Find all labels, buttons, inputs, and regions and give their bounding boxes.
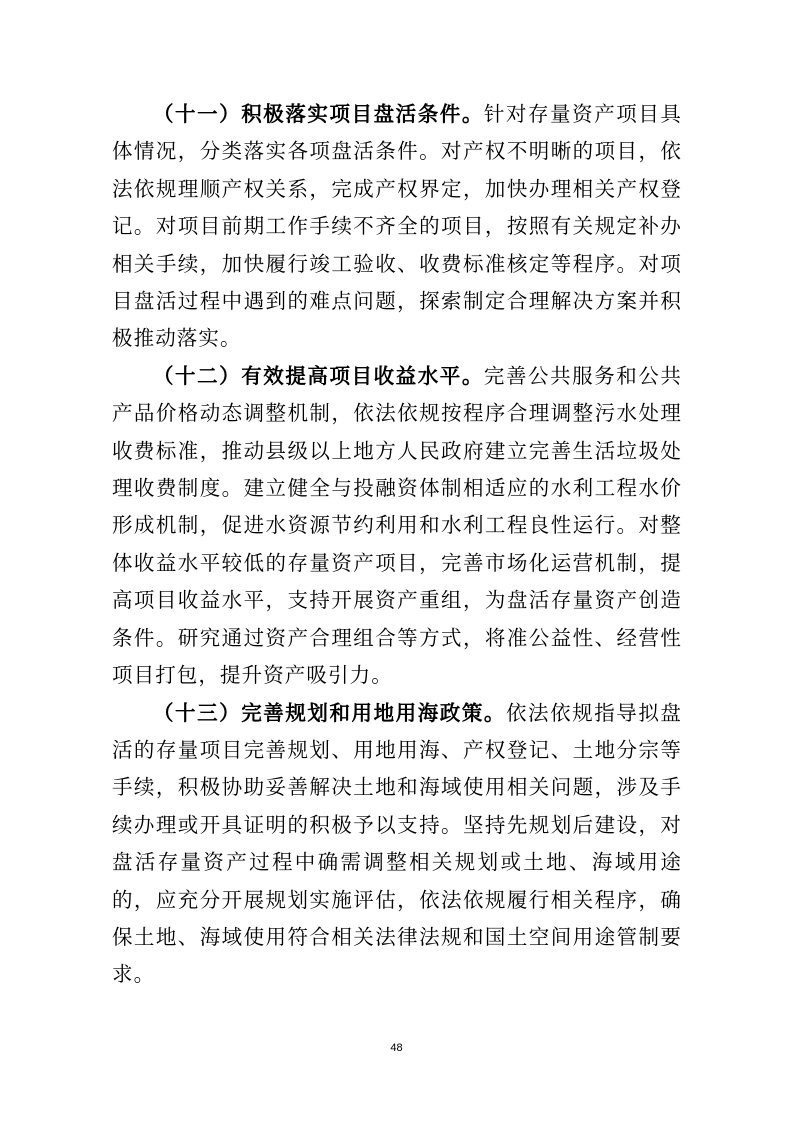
paragraph-12-body: 完善公共服务和公共产品价格动态调整机制，依法依规按程序合理调整污水处理收费标准，推动县级以上地方人民政府建立完善生活垃圾处理收费制度。建立健全与投融资体制相适应的水利工程水价形成机制，促进水资源节约利用和水利工程良性运行。对整体收益水平较低的存量资产项目，完善市场化运营机制，提高项目收益水平，支持开展资产重组，为盘活存量资产创造条件。研究通过资产合理组合等方式，将准公益性、经营性项目打包，提升资产吸引力。 xyxy=(112,363,683,688)
paragraph-13 xyxy=(112,695,682,994)
paragraph-13-heading: （十三）完善规划和用地用海政策。 xyxy=(153,700,506,725)
paragraph-11-body: 针对存量资产项目具体情况，分类落实各项盘活条件。对产权不明晰的项目，依法依规理顺产权关系，完成产权界定，加快办理相关产权登记。对项目前期工作手续不齐全的项目，按照有关规定补办相关手续，加快履行竣工验收、收费标准核定等程序。对项目盘活过程中遇到的难点问题，探索制定合理解决方案并积极推动落实。 xyxy=(112,102,683,351)
paragraph-13-body: 依法依规指导拟盘活的存量项目完善规划、用地用海、产权登记、土地分宗等手续，积极协助妥善解决土地和海域使用相关问题，涉及手续办理或开具证明的积极予以支持。坚持先规划后建设，对盘活存量资产过程中确需调整相关规划或土地、海域用途的，应充分开展规划实施评估，依法依规履行相关程序，确保土地、海域使用符合相关法律法规和国土空间用途管制要求。 xyxy=(112,700,682,987)
paragraph-11-heading: （十一）积极落实项目盘活条件。 xyxy=(153,102,484,126)
paragraph-11 xyxy=(112,96,682,358)
page-content xyxy=(112,96,682,994)
paragraph-12-heading: （十二）有效提高项目收益水平。 xyxy=(153,363,484,388)
paragraph-12 xyxy=(112,358,682,695)
page-number: 48 xyxy=(390,1042,403,1054)
